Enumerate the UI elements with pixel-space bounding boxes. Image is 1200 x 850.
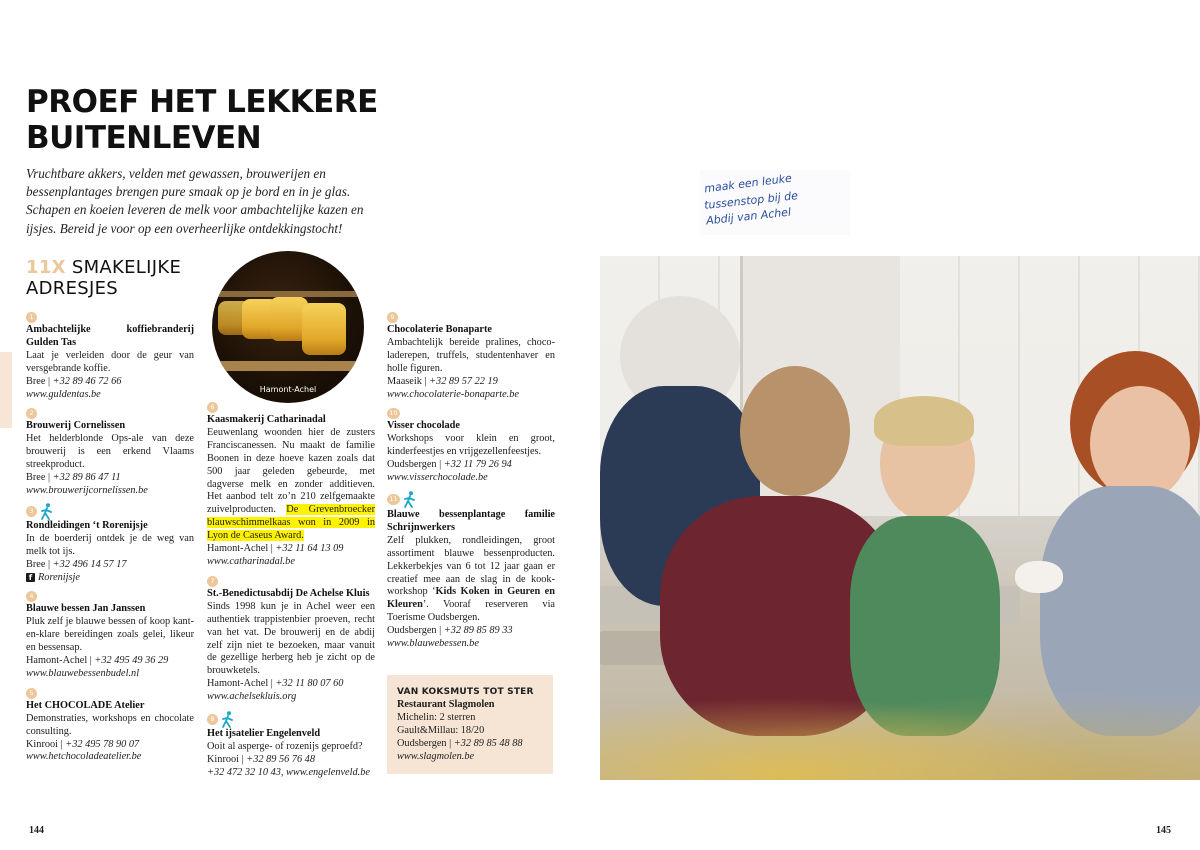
section-heading-text: SMAKELIJKE ADRESJES xyxy=(26,257,182,299)
entry-contact: Maaseik | +32 89 57 22 19 xyxy=(387,375,498,387)
entry-contact-2: +32 472 32 10 43, www.engelenveld.be xyxy=(207,766,370,778)
website-link[interactable]: www.guldentas.be xyxy=(26,388,101,400)
entry-contact: Bree | +32 496 14 57 17 xyxy=(26,558,127,570)
page-number-right: 145 xyxy=(1156,825,1171,836)
list-item xyxy=(26,504,194,585)
entry-description: Workshops voor klein en groot, kinderfeestjes en vrijgezellenfeestjes. xyxy=(387,433,555,458)
entry-contact: Hamont-Achel | +32 11 64 13 09 xyxy=(207,543,344,555)
restaurant-contact: Oudsbergen | +32 89 85 48 88 xyxy=(397,737,523,749)
entry-contact: Oudsbergen | +32 89 85 89 33 xyxy=(387,625,513,637)
note-line: tussenstop bij de xyxy=(703,189,799,212)
list-item xyxy=(207,401,375,569)
boy-hair xyxy=(874,396,974,446)
number-badge: 11 xyxy=(387,494,400,505)
website-link[interactable]: www.visserchocolade.be xyxy=(387,472,488,484)
number-badge: 10 xyxy=(387,408,400,419)
list-item xyxy=(26,311,194,401)
entry-description: Eeuwenlang woonden hier de zusters Franciscanessen. Nu maakt de familie Boonen in deze hoeve kazen zoals dat 500 jaar geleden gebeurde, met dagverse melk en zonder additieven. Het aanbod telt zo’n 210 zelfgemaakte zuivelproducten. De Grevenbroecker blauwschimmelkaas won in 2009 in Lyon de Caseus Award. xyxy=(207,426,375,542)
cheese-photo xyxy=(212,251,364,403)
website-link[interactable]: www.achelsekluis.org xyxy=(207,691,297,703)
hiking-person-icon xyxy=(40,503,54,520)
page-edge-tab-left xyxy=(0,352,12,428)
phone-number: +32 89 85 89 33 xyxy=(443,625,513,637)
box-heading: VAN KOKSMUTS TOT STER xyxy=(397,687,534,697)
grandmother-face xyxy=(1090,386,1190,501)
list-item xyxy=(26,590,194,680)
number-badge: 5 xyxy=(26,688,37,699)
restaurant-name: Restaurant Slagmolen xyxy=(397,698,495,710)
michelin-rating: Michelin: 2 sterren xyxy=(397,711,476,723)
list-item xyxy=(387,407,555,485)
list-item xyxy=(26,407,194,497)
note-line: maak een leuke xyxy=(703,171,793,196)
entry-contact: Hamont-Achel | +32 11 80 07 60 xyxy=(207,678,344,690)
phone-number: +32 89 56 76 48 xyxy=(246,753,315,765)
gaultmillau-rating: Gault&Millau: 18/20 xyxy=(397,724,485,736)
phone-number: +32 495 78 90 07 xyxy=(65,738,140,750)
column-right xyxy=(387,311,555,657)
number-badge: 4 xyxy=(26,591,37,602)
number-badge: 9 xyxy=(387,312,398,323)
entry-description: Ambachtelijk bereide pralines, chocoladerepen, truffels, studentenhaver en holle figuren. xyxy=(387,336,555,374)
section-heading xyxy=(26,257,211,299)
ice-cream-cup xyxy=(1015,561,1063,593)
phone-number: +32 11 79 26 94 xyxy=(443,459,512,471)
website-link[interactable]: www.blauwebessen.be xyxy=(387,638,479,650)
boy-back-head xyxy=(740,366,850,496)
number-badge: 1 xyxy=(26,312,37,323)
facebook-icon: f xyxy=(26,573,35,582)
entry-name: Blauwe bessen Jan Janssen xyxy=(26,603,146,615)
list-item xyxy=(387,491,555,651)
entry-name: Chocolaterie Bonaparte xyxy=(387,324,492,335)
list-item xyxy=(387,311,555,401)
handwritten-note xyxy=(700,170,850,235)
entry-description: In de boerderij ontdek je de weg van melk tot ijs. xyxy=(26,532,194,557)
entry-description: Zelf plukken, rondleidingen, groot assortiment blauwe bessenproducten. Lekkerbekjes van 6 tot 12 jaar gaan er creatief mee aan de slag in de kookworkshop ‘Kids Koken in Geuren en Kleuren’. Vooraf reserveren via Toerisme Oudsbergen. xyxy=(387,534,555,624)
website-link[interactable]: www.catharinadal.be xyxy=(207,555,295,567)
highlighted-text: De Grevenbroecker blauwschimmelkaas won in 2009 in Lyon de Caseus Award. xyxy=(207,504,375,542)
entry-contact: Kinrooi | +32 495 78 90 07 xyxy=(26,738,140,750)
list-item xyxy=(207,575,375,704)
hiking-person-icon xyxy=(221,711,235,728)
photo-caption: Hamont-Achel xyxy=(259,385,317,394)
phone-number: +32 496 14 57 17 xyxy=(52,558,127,570)
phone-number: +32 89 46 72 66 xyxy=(52,375,122,387)
cheese-wheel xyxy=(302,303,346,355)
entry-name: Het ijsatelier Engelenveld xyxy=(207,728,321,740)
phone-number: +32 89 85 48 88 xyxy=(453,737,523,749)
note-line: Abdij van Achel xyxy=(705,205,792,228)
entry-description: Laat je verleiden door de geur van versgebrande koffie. xyxy=(26,349,194,374)
entry-contact: Oudsbergen | +32 11 79 26 94 xyxy=(387,459,512,471)
phone-number: +32 495 49 36 29 xyxy=(94,655,169,667)
phone-number: +32 89 57 22 19 xyxy=(429,375,498,387)
number-badge: 8 xyxy=(207,714,218,725)
entry-name: Ambachtelijke koffiebranderij Gulden Tas xyxy=(26,324,194,348)
entry-name: Visser chocolade xyxy=(387,420,460,432)
phone-number: +32 11 80 07 60 xyxy=(275,678,344,690)
entry-contact: Kinrooi | +32 89 56 76 48 xyxy=(207,753,315,765)
phone-number: +32 472 32 10 43 xyxy=(207,766,281,778)
entry-contact: Bree | +32 89 86 47 11 xyxy=(26,472,121,484)
number-badge: 2 xyxy=(26,408,37,419)
facebook-link[interactable]: f Rorenijsje xyxy=(26,572,194,585)
number-badge: 6 xyxy=(207,402,218,413)
workshop-name: Kids Koken in Geuren en Kleuren xyxy=(387,586,555,611)
phone-number: +32 89 86 47 11 xyxy=(52,472,121,484)
entry-description: Het helderblonde Ops-ale van deze brouwerij is een erkend Vlaams streekproduct. xyxy=(26,433,194,471)
entry-name: Rondleidingen ‘t Rorenijsje xyxy=(26,519,148,531)
website-link[interactable]: www.brouwerijcornelissen.be xyxy=(26,484,148,496)
entry-name: Blauwe bessenplantage familie Schrijnwerkers xyxy=(387,508,555,533)
entry-contact: Bree | +32 89 46 72 66 xyxy=(26,375,122,387)
page-title: PROEF HET LEKKERE BUITENLEVEN xyxy=(26,84,378,156)
list-item xyxy=(26,687,194,765)
website-link[interactable]: www.chocolaterie-bonaparte.be xyxy=(387,388,519,400)
entry-name: Kaasmakerij Catharinadal xyxy=(207,414,326,425)
intro-text: Vruchtbare akkers, velden met gewassen, brouwerijen en bessenplantages brengen pure smaak op je bord en in je glas. Schapen en koeien leveren de melk voor ambachtelijke kazen en ijsjes. Bereid je voor op een overheerlijke ontdekkingstocht! xyxy=(26,166,364,236)
website-link[interactable]: www.slagmolen.be xyxy=(397,750,475,762)
entry-contact: Hamont-Achel | +32 495 49 36 29 xyxy=(26,655,169,667)
entry-name: Brouwerij Cornelissen xyxy=(26,420,126,432)
list-item xyxy=(207,710,375,780)
website-link[interactable]: www.engelenveld.be xyxy=(286,766,370,778)
column-middle xyxy=(207,401,375,786)
restaurant-box xyxy=(387,675,553,774)
number-badge: 3 xyxy=(26,506,37,517)
entry-description: Ooit al asperge- of rozenijs geproefd? xyxy=(207,740,363,752)
number-badge: 7 xyxy=(207,576,218,587)
section-number: 11X xyxy=(26,257,66,278)
shelf xyxy=(212,361,364,371)
phone-number: +32 11 64 13 09 xyxy=(275,543,344,555)
foreground-blur xyxy=(600,676,1200,780)
entry-description: Sinds 1998 kun je in Achel weer een authentiek trappistenbier proeven, recht van het vat. De brouwerij en de abdij zelf zijn niet te bezoeken, maar vanuit de gezellige herberg heb je zicht op de brouwketels. xyxy=(207,600,375,677)
entry-description: Demonstraties, workshops en chocolate consulting. xyxy=(26,712,194,737)
family-photo xyxy=(600,256,1200,780)
website-link[interactable]: www.hetchocoladeatelier.be xyxy=(26,751,142,763)
page-number-left: 144 xyxy=(29,825,44,836)
hiking-person-icon xyxy=(403,491,417,508)
entry-name: Het CHOCOLADE Atelier xyxy=(26,699,145,711)
entry-name: St.-Benedictusabdij De Achelse Kluis xyxy=(207,587,370,599)
website-link[interactable]: www.blauwebessenbudel.nl xyxy=(26,667,140,679)
column-left xyxy=(26,311,194,770)
entry-description: Pluk zelf je blauwe bessen of koop kant-en-klare bereidingen zoals gelei, likeur en bessensap. xyxy=(26,616,194,654)
